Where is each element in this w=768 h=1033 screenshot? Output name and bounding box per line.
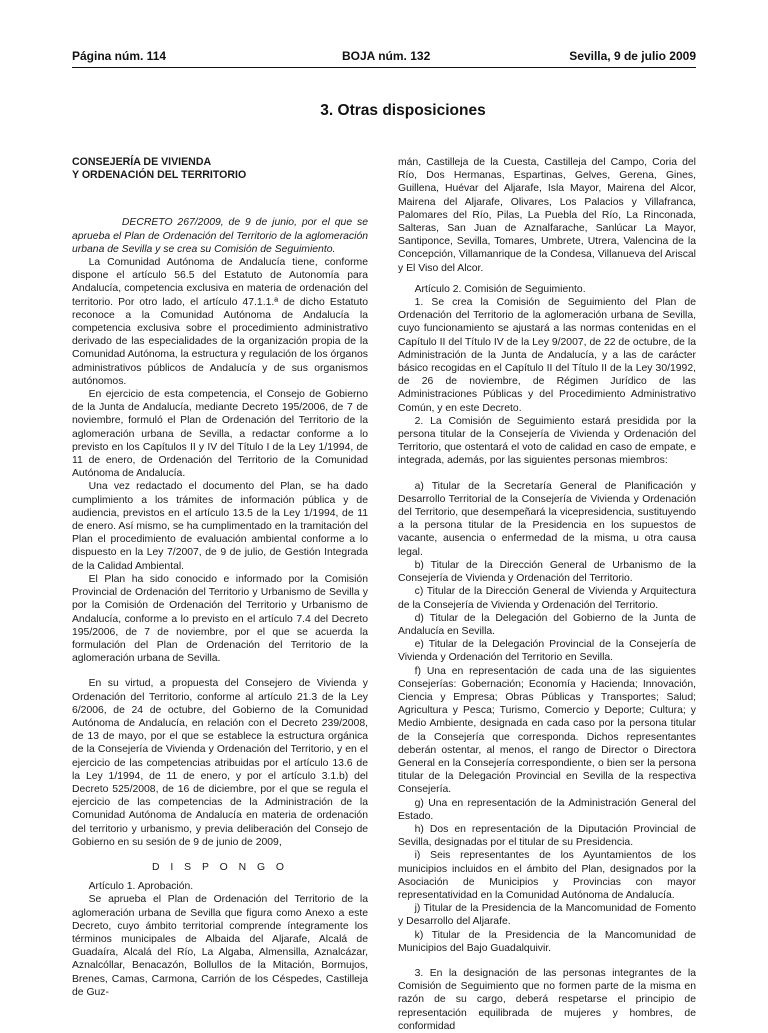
paragraph: En su virtud, a propuesta del Consejero de Vivienda y Ordenación del Territorio, conforme al artículo 21.3 de la Ley 6/2006, de 24 de octubre, del Gobierno de la Comunidad Autónoma de Andalucía, en relación con el Decreto 239/2008, de 13 de mayo, por el que se establece la estructura orgánica de la Consejería de Vivienda y Ordenación del Territorio, y en el ejercicio de las competencias atribuidas por el artículo 13.6 de la Ley 1/1994, de 11 de enero, y por el artículo 3.1.b) del Decreto 525/2008, de 16 de diciembre, por el que se regula el ejercicio de las competencias de la Administración de la Comunidad Autónoma de Andalucía en materia de ordenación del territorio y urbanismo, y previa deliberación del Consejo de Gobierno en su sesión de 9 de junio de 2009, xyxy=(72,678,368,848)
member-item-b: b) Titular de la Dirección General de Urbanismo de la Consejería de Vivienda y Ordenación del Territorio. xyxy=(398,559,696,585)
decree-title: DECRETO 267/2009, de 9 de junio, por el que se aprueba el Plan de Ordenación del Territorio de la aglomeración urbana de Sevilla y se crea su Comisión de Seguimiento. xyxy=(72,217,368,255)
article-2-title: Artículo 2. Comisión de Seguimiento. xyxy=(414,283,586,295)
member-item-c: c) Titular de la Dirección General de Vivienda y Arquitectura de la Consejería de Vivienda y Ordenación del Territorio. xyxy=(398,586,696,611)
member-item-d: d) Titular de la Delegación del Gobierno de la Junta de Andalucía en Sevilla. xyxy=(398,612,696,637)
header-rule xyxy=(72,67,696,68)
department-line-1: CONSEJERÍA DE VIVIENDA xyxy=(72,156,212,168)
journal-issue: BOJA núm. 132 xyxy=(342,49,431,63)
member-item-f: f) Una en representación de cada una de las siguientes Consejerías: Gobernación; Economía y Hacienda; Innovación, Ciencia y Empresa; Obras Públicas y Transportes; Salud; Agricultura y Pesca; Turismo, Comercio y Deporte; Cultura; y Medio Ambiente, designada en cada caso por la persona titular de la Consejería que corresponda. Dichos representantes deberán ostentar, al menos, el rango de Director o Directora General en la Consejería correspondiente, o bien ser la persona titular de la Delegación Provincial en Sevilla de la respectiva Consejería. xyxy=(398,665,696,796)
member-item-g: g) Una en representación de la Administración General del Estado. xyxy=(398,797,696,822)
paragraph: 1. Se crea la Comisión de Seguimiento del Plan de Ordenación del Territorio de la aglomeración urbana de Sevilla, cuyo funcionamiento se ajustará a las normas contenidas en el Capítulo II del Título IV de la Ley 9/2007, de 22 de octubre, de la Administración de la Junta de Andalucía, y a las de carácter básico recogidas en el Capítulo II del Título II de la Ley 30/1992, de 26 de noviembre, de Régimen Jurídico de las Administraciones Públicas y del Procedimiento Administrativo Común, y en este Decreto. xyxy=(398,297,696,414)
paragraph: 3. En la designación de las personas integrantes de la Comisión de Seguimiento que no formen parte de la misma en razón de su cargo, deberá respetarse el principio de representación equilibrada de mujeres y hombres, de conformidad xyxy=(398,967,696,1032)
article-1-text: Se aprueba el Plan de Ordenación del Territorio de la aglomeración urbana de Sevilla que figura como Anexo a este Decreto, cuyo ámbito territorial comprende íntegramente los términos municipales de Albaida del Aljarafe, Alcalá de Guadaíra, Alcalá del Río, La Algaba, Almensilla, Aznalcázar, Aznalcóllar, Benacazón, Bollullos de la Mitación, Bormujos, Brenes, Camas, Carmona, Carrión de los Céspedes, Castilleja de Guz- xyxy=(72,894,368,998)
running-header xyxy=(72,49,696,65)
municipality-list-continuation: mán, Castilleja de la Cuesta, Castilleja del Campo, Coria del Río, Dos Hermanas, Espartinas, Gelves, Gerena, Gines, Guillena, Huévar del Aljarafe, Isla Mayor, Mairena del Alcor, Mairena del Aljarafe, Olivares, Los Palacios y Villafranca, Palomares del Río, Pilas, La Puebla del Río, La Rinconada, Salteras, San Juan de Aznalfarache, Sanlúcar La Mayor, Santiponce, Sevilla, Tomares, Umbrete, Utrera, Valencina de la Concepción, Villamanrique de la Condesa, Villanueva del Ariscal y El Viso del Alcor. xyxy=(398,157,696,274)
paragraph: 2. La Comisión de Seguimiento estará presidida por la persona titular de la Consejería de Vivienda y Ordenación del Territorio, que ostentará el voto de calidad en caso de empate, e integrada, además, por las siguientes personas miembros: xyxy=(398,415,696,467)
article-1-title: Artículo 1. Aprobación. xyxy=(88,881,194,893)
paragraph: El Plan ha sido conocido e informado por la Comisión Provincial de Ordenación del Territorio y Urbanismo de Sevilla y por la Comisión de Ordenación del Territorio y Urbanismo de Andalucía, conforme a lo previsto en el artículo 7.4 del Decreto 195/2006, de 7 de noviembre, por el que se acuerda la formulación del Plan de Ordenación del Territorio de la aglomeración urbana de Sevilla. xyxy=(72,573,368,665)
dispongo-heading: D I S P O N G O xyxy=(151,861,289,873)
paragraph: Una vez redactado el documento del Plan, se ha dado cumplimiento a los trámites de información pública y de audiencia, previstos en el artículo 13.5 de la Ley 1/1994, de 11 de enero. Así mismo, se ha cumplimentado en la tramitación del Plan el procedimiento de evaluación ambiental conforme a lo dispuesto en la Ley 7/2007, de 9 de julio, de Gestión Integrada de la Calidad Ambiental. xyxy=(72,481,368,572)
paragraph: La Comunidad Autónoma de Andalucía tiene, conforme dispone el artículo 56.5 del Estatuto de Autonomía para Andalucía, competencia exclusiva en materia de ordenación del territorio. Por otro lado, el artículo 47.1.1.ª de dicho Estatuto reconoce a la Comunidad Autónoma de Andalucía la competencia exclusiva sobre el procedimiento administrativo derivado de las especialidades de la organización propia de la Comunidad Autónoma, la estructura y regulación de los órganos administrativos públicos de Andalucía y de sus organismos autónomos. xyxy=(72,257,368,387)
right-column xyxy=(398,156,696,1033)
member-item-a: a) Titular de la Secretaría General de Planificación y Desarrollo Territorial de la Consejería de Vivienda y Ordenación del Territorio, que desempeñará la vicepresidencia, sustituyendo a la persona titular de la Presidencia en los supuestos de vacante, ausencia o enfermedad de la misma, u otra causa legal. xyxy=(398,480,696,558)
member-item-e: e) Titular de la Delegación Provincial de la Consejería de Vivienda y Ordenación del Territorio en Sevilla. xyxy=(398,639,696,664)
member-item-j: j) Titular de la Presidencia de la Mancomunidad de Fomento y Desarrollo del Aljarafe. xyxy=(398,903,696,928)
paragraph: En ejercicio de esta competencia, el Consejo de Gobierno de la Junta de Andalucía, mediante Decreto 195/2006, de 7 de noviembre, formuló el Plan de Ordenación del Territorio de la aglomeración urbana de Sevilla, a redactar conforme a lo previsto en los Capítulos II y IV del Título I de la Ley 1/1994, de 11 de enero, de Ordenación del Territorio de la Comunidad Autónoma de Andalucía. xyxy=(72,389,368,480)
left-column xyxy=(72,156,368,999)
department-line-2: Y ORDENACIÓN DEL TERRITORIO xyxy=(72,169,247,182)
department-heading xyxy=(72,156,368,182)
member-item-k: k) Titular de la Presidencia de la Mancomunidad de Municipios del Bajo Guadalquivir. xyxy=(398,929,696,954)
member-item-h: h) Dos en representación de la Diputación Provincial de Sevilla, designadas por el titular de su Presidencia. xyxy=(398,823,696,849)
page-number: Página núm. 114 xyxy=(72,49,167,63)
member-item-i: i) Seis representantes de los Ayuntamientos de los municipios incluidos en el ámbito del Plan, designados por la Asociación de Municipios y Provincias con mayor representatividad en la Comunidad Autónoma de Andalucía. xyxy=(398,850,696,901)
publication-date: Sevilla, 9 de julio 2009 xyxy=(569,49,696,63)
section-title: 3. Otras disposiciones xyxy=(320,102,486,119)
